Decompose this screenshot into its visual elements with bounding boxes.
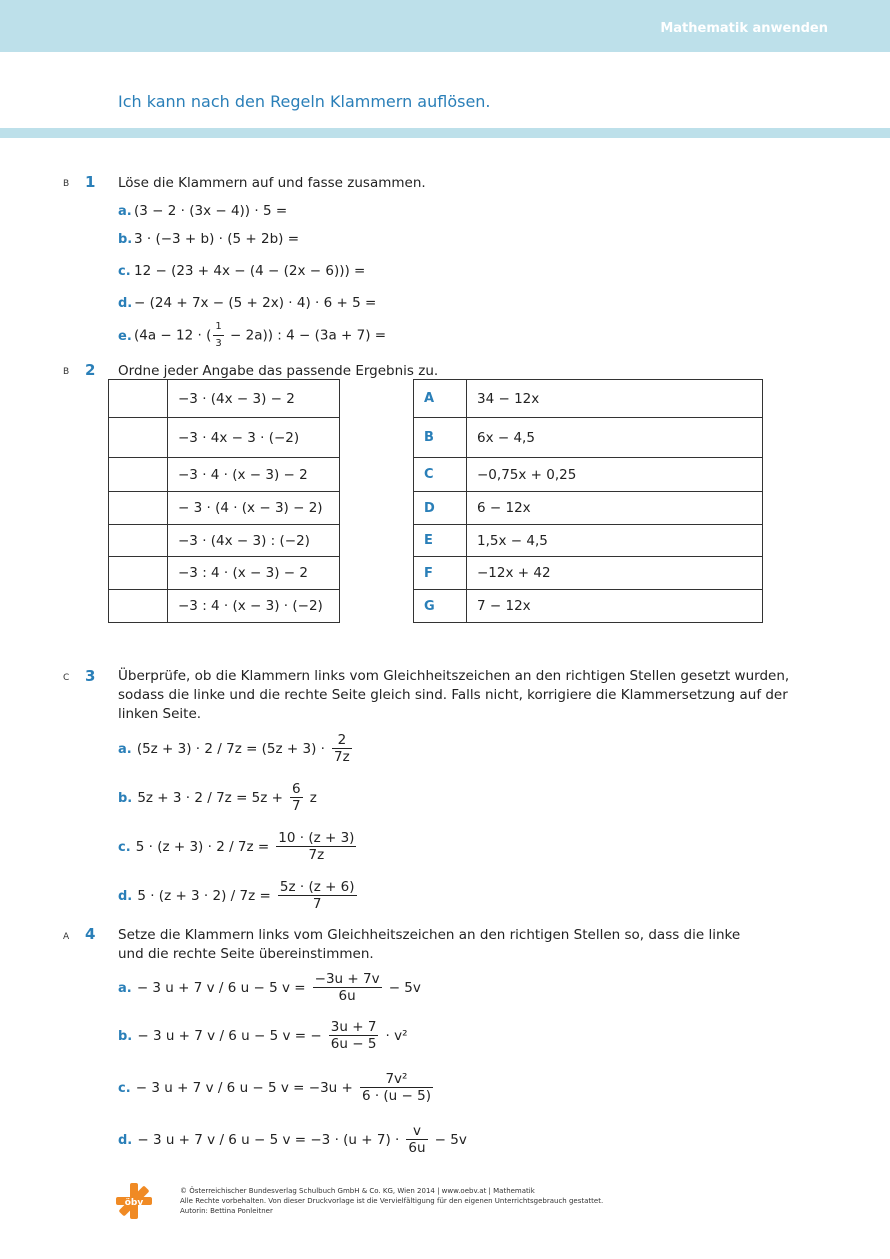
fraction bbox=[406, 1123, 427, 1156]
task-4-number: 4 bbox=[85, 925, 96, 943]
expression-cell: −3 · 4x − 3 · (−2) bbox=[168, 418, 340, 458]
result-value: 6x − 4,5 bbox=[467, 418, 763, 458]
task-4b bbox=[118, 1019, 408, 1052]
task-3d-label: d. bbox=[118, 889, 133, 904]
answer-cell[interactable] bbox=[109, 418, 168, 458]
task-2-level: B bbox=[63, 367, 70, 377]
task-1a-label: a. bbox=[118, 204, 132, 219]
task-3b-label: b. bbox=[118, 791, 133, 806]
task-4d bbox=[118, 1123, 467, 1156]
task-4a bbox=[118, 971, 421, 1004]
fraction-numerator: 1 bbox=[215, 321, 222, 332]
task-4a-pre: − 3 u + 7 v / 6 u − 5 v = bbox=[136, 980, 306, 996]
result-value: 7 − 12x bbox=[467, 590, 763, 623]
task-1c-label: c. bbox=[118, 264, 131, 279]
answer-cell[interactable] bbox=[109, 380, 168, 418]
fraction bbox=[329, 1019, 379, 1052]
task-1-prompt: Löse die Klammern auf und fasse zusammen. bbox=[118, 175, 426, 191]
task-3c-label: c. bbox=[118, 840, 131, 855]
task-4d-pre: − 3 u + 7 v / 6 u − 5 v = −3 · (u + 7) · bbox=[137, 1132, 400, 1148]
result-value: 6 − 12x bbox=[467, 492, 763, 525]
task-4c-label: c. bbox=[118, 1081, 131, 1096]
fraction-numerator: v bbox=[412, 1123, 421, 1139]
result-value: 1,5x − 4,5 bbox=[467, 525, 763, 557]
task-3b bbox=[118, 781, 317, 814]
page-title: Ich kann nach den Regeln Klammern auflösen. bbox=[118, 92, 491, 111]
task-3a-pre: (5z + 3) · 2 / 7z = (5z + 3) · bbox=[136, 741, 325, 757]
expression-cell: − 3 · (4 · (x − 3) − 2) bbox=[168, 492, 340, 525]
assignment-table-right bbox=[413, 379, 763, 623]
result-letter: B bbox=[414, 418, 467, 458]
task-1-level: B bbox=[63, 179, 70, 189]
fraction-numerator: −3u + 7v bbox=[314, 971, 380, 987]
task-1e-post: − 2a)) : 4 − (3a + 7) = bbox=[225, 327, 387, 344]
assignment-table-left bbox=[108, 379, 340, 623]
task-1e-expr bbox=[134, 319, 386, 352]
fraction-numerator: 6 bbox=[292, 781, 301, 797]
result-letter: D bbox=[414, 492, 467, 525]
footer-line-2: Alle Rechte vorbehalten. Von dieser Druckvorlage ist die Vervielfältigung für den eigenen Unterrichtsgebrauch gestattet. bbox=[180, 1197, 604, 1205]
expression-cell: −3 · 4 · (x − 3) − 2 bbox=[168, 458, 340, 492]
task-3c-pre: 5 · (z + 3) · 2 / 7z = bbox=[135, 839, 270, 855]
fraction-denominator: 7z bbox=[334, 749, 350, 765]
footer-line-3: Autorin: Bettina Ponleitner bbox=[180, 1207, 273, 1215]
expression-cell: −3 : 4 · (x − 3) − 2 bbox=[168, 557, 340, 590]
result-value: 34 − 12x bbox=[467, 380, 763, 418]
fraction bbox=[290, 781, 303, 814]
fraction-denominator: 6u bbox=[313, 987, 382, 1004]
result-letter: E bbox=[414, 525, 467, 557]
section-label: Mathematik anwenden bbox=[660, 21, 828, 36]
task-3a bbox=[118, 732, 354, 765]
task-1b-label: b. bbox=[118, 232, 133, 247]
result-letter: A bbox=[414, 380, 467, 418]
fraction bbox=[332, 732, 352, 765]
task-1e-label: e. bbox=[118, 329, 132, 344]
expression-cell: −3 · (4x − 3) : (−2) bbox=[168, 525, 340, 557]
result-value: −0,75x + 0,25 bbox=[467, 458, 763, 492]
task-4c bbox=[118, 1071, 435, 1104]
answer-cell[interactable] bbox=[109, 492, 168, 525]
fraction-denominator: 7z bbox=[276, 846, 356, 863]
task-1a-expr: (3 − 2 · (3x − 4)) · 5 = bbox=[134, 203, 288, 219]
answer-cell[interactable] bbox=[109, 590, 168, 623]
result-value: −12x + 42 bbox=[467, 557, 763, 590]
task-3-prompt: Überprüfe, ob die Klammern links vom Gleichheitszeichen an den richtigen Stellen gesetzt wurden, sodass die linke und die rechte Seite gleich sind. Falls nicht, korrigiere die Klammersetzung auf der linken Seite. bbox=[118, 668, 790, 722]
task-4b-pre: − 3 u + 7 v / 6 u − 5 v = − bbox=[137, 1028, 322, 1044]
task-2-prompt: Ordne jeder Angabe das passende Ergebnis zu. bbox=[118, 363, 439, 379]
expression-cell: −3 · (4x − 3) − 2 bbox=[168, 380, 340, 418]
task-4-level: A bbox=[63, 932, 70, 942]
task-4d-post: − 5v bbox=[434, 1132, 467, 1148]
task-4-prompt: Setze die Klammern links vom Gleichheitszeichen an den richtigen Stellen so, dass die linke und die rechte Seite übereinstimmen. bbox=[118, 927, 741, 962]
result-letter: F bbox=[414, 557, 467, 590]
fraction-numerator: 5z · (z + 6) bbox=[279, 879, 355, 895]
task-3d bbox=[118, 879, 359, 912]
task-4b-label: b. bbox=[118, 1029, 133, 1044]
expression-cell: −3 : 4 · (x − 3) · (−2) bbox=[168, 590, 340, 623]
fraction-denominator: 7 bbox=[292, 798, 301, 814]
task-3b-pre: 5z + 3 · 2 / 7z = 5z + bbox=[137, 790, 283, 806]
footer-line-1: © Österreichischer Bundesverlag Schulbuch GmbH & Co. KG, Wien 2014 | www.oebv.at | Mathematik bbox=[180, 1187, 535, 1195]
fraction-numerator: 7v² bbox=[385, 1071, 408, 1087]
task-4c-pre: − 3 u + 7 v / 6 u − 5 v = −3u + bbox=[135, 1080, 353, 1096]
fraction-denominator: 3 bbox=[213, 335, 223, 352]
fraction-numerator: 2 bbox=[337, 732, 347, 748]
answer-cell[interactable] bbox=[109, 557, 168, 590]
result-letter: C bbox=[414, 458, 467, 492]
task-2-number: 2 bbox=[85, 361, 96, 379]
task-1d-expr: − (24 + 7x − (5 + 2x) · 4) · 6 + 5 = bbox=[134, 295, 377, 311]
task-4d-label: d. bbox=[118, 1133, 133, 1148]
fraction-denominator: 7 bbox=[278, 895, 357, 912]
task-4b-post: · v² bbox=[385, 1028, 408, 1044]
fraction-numerator: 10 · (z + 3) bbox=[278, 830, 355, 846]
fraction bbox=[213, 319, 223, 352]
task-4a-label: a. bbox=[118, 981, 132, 996]
task-3c bbox=[118, 830, 358, 863]
task-3d-pre: 5 · (z + 3 · 2) / 7z = bbox=[137, 888, 271, 904]
logo-text: öbv bbox=[124, 1198, 144, 1208]
footer-copyright bbox=[180, 1186, 603, 1216]
task-1-number: 1 bbox=[85, 173, 96, 191]
task-1b-expr: 3 · (−3 + b) · (5 + 2b) = bbox=[134, 231, 300, 247]
task-1e-pre: (4a − 12 · ( bbox=[134, 327, 212, 344]
fraction bbox=[360, 1071, 433, 1104]
fraction bbox=[278, 879, 357, 912]
fraction-denominator: 6 · (u − 5) bbox=[361, 1088, 431, 1104]
fraction-denominator: 6u bbox=[408, 1140, 426, 1156]
fraction-numerator: 3u + 7 bbox=[330, 1019, 377, 1035]
fraction bbox=[313, 971, 382, 1004]
answer-cell[interactable] bbox=[109, 458, 168, 492]
task-1c-expr: 12 − (23 + 4x − (4 − (2x − 6))) = bbox=[134, 263, 366, 279]
fraction bbox=[276, 830, 356, 863]
task-3-number: 3 bbox=[85, 667, 96, 685]
task-1d-label: d. bbox=[118, 296, 133, 311]
task-4a-post: − 5v bbox=[388, 980, 421, 996]
task-3b-post: z bbox=[309, 790, 317, 806]
title-divider bbox=[0, 128, 890, 138]
oebv-logo bbox=[115, 1183, 153, 1223]
result-letter: G bbox=[414, 590, 467, 623]
task-3a-label: a. bbox=[118, 742, 132, 757]
answer-cell[interactable] bbox=[109, 525, 168, 557]
fraction-denominator: 6u − 5 bbox=[330, 1036, 377, 1052]
task-3-level: C bbox=[63, 673, 70, 683]
